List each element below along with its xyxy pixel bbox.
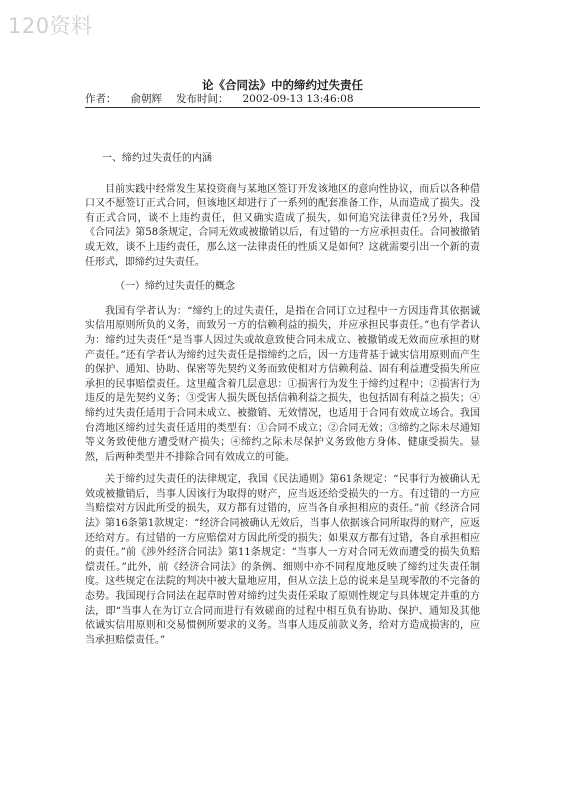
document-meta [85,92,480,108]
paragraph-1: 目前实践中经常发生某投资商与某地区签订开发该地区的意向性协议，而后以各种借口又不愿签订正式合同，但该地区却进行了一系列的配套准备工作，从而造成了损失。没有正式合同，谈不上违约责任，但又确实造成了损失，如何追究法律责任?另外，我国《合同法》第58条规定，合同无效或被撤销以后，有过错的一方应承担责任。合同被撤销或无效，谈不上违约责任，那么这一法律责任的性质又是如何？这就需要引出一个新的责任形式，即缔约过失责任。 [85,183,480,268]
document-body [85,152,480,656]
author-name: 俞朝辉 [130,93,162,105]
subsection-heading: （一）缔约过失责任的概念 [115,281,235,293]
document-title: 论《合同法》中的缔约过失责任 [202,78,363,92]
author-label: 作者： [85,93,117,105]
date-label: 发布时间： [176,93,229,105]
watermark-logo: 120资料 [8,14,93,38]
section-heading: 一、缔约过失责任的内涵 [102,153,212,164]
paragraph-2: 我国有学者认为：“缔约上的过失责任，是指在合同订立过程中一方因违背其依据诚实信用原则所负的义务，而致另一方的信赖利益的损失，并应承担民事责任。”也有学者认为：缔约过失责任“是当事人因过失或故意致使合同未成立、被撤销或无效而应承担的财产责任。”还有学者认为缔约过失责任是指缔约之后，因一方违背基于诚实信用原则而产生的保护、通知、协助、保密等先契约义务而致使相对方信赖利益、固有利益遭受损失所应承担的民事赔偿责任。这里蕴含着几层意思：①损害行为发生于缔约过程中；②损害行为违反的是先契约义务；③受害人损失既包括信赖利益之损失，也包括固有利益之损失；④缔约过失责任适用于合同未成立、被撤销、无效情况，也适用于合同有效成立场合。我国台湾地区缔约过失责任适用的类型有：①合同不成立；②合同无效；③缔约之际未尽通知等义务致使他方遭受财产损失；④缔约之际未尽保护义务致他方身体、健康受损失。显然，后两种类型并不排除合同有效成立的可能。 [85,305,480,463]
publish-date: 2002-09-13 13:46:08 [242,93,354,105]
paragraph-3: 关于缔约过失责任的法律规定，我国《民法通则》第61条规定：“民事行为被确认无效或被撤销后，当事人因该行为取得的财产，应当返还给受损失的一方。有过错的一方应当赔偿对方因此所受的损失，双方都有过错的，应当各自承担相应的责任。”前《经济合同法》第16条第1款规定：“经济合同被确认无效后，当事人依据该合同所取得的财产，应返还给对方。有过错的一方应赔偿对方因此所受的损失；如果双方都有过错，各自承担相应的责任。”前《涉外经济合同法》第11条规定：“当事人一方对合同无效而遭受的损失负赔偿责任。”此外，前《经济合同法》的条例、细则中亦不同程度地反映了缔约过失责任制度。这些规定在法院的判决中被大量地应用，但从立法上总的说来是呈现零散的不完备的态势。我国现行合同法在起草时曾对缔约过失责任采取了原则性规定与具体规定并重的方法，即“当事人在为订立合同而进行有效磋商的过程中相互负有协助、保护、通知及其他依诚实信用原则和交易惯例所要求的义务。当事人违反前款义务，给对方造成损害的，应当承担赔偿责任。” [85,474,480,646]
